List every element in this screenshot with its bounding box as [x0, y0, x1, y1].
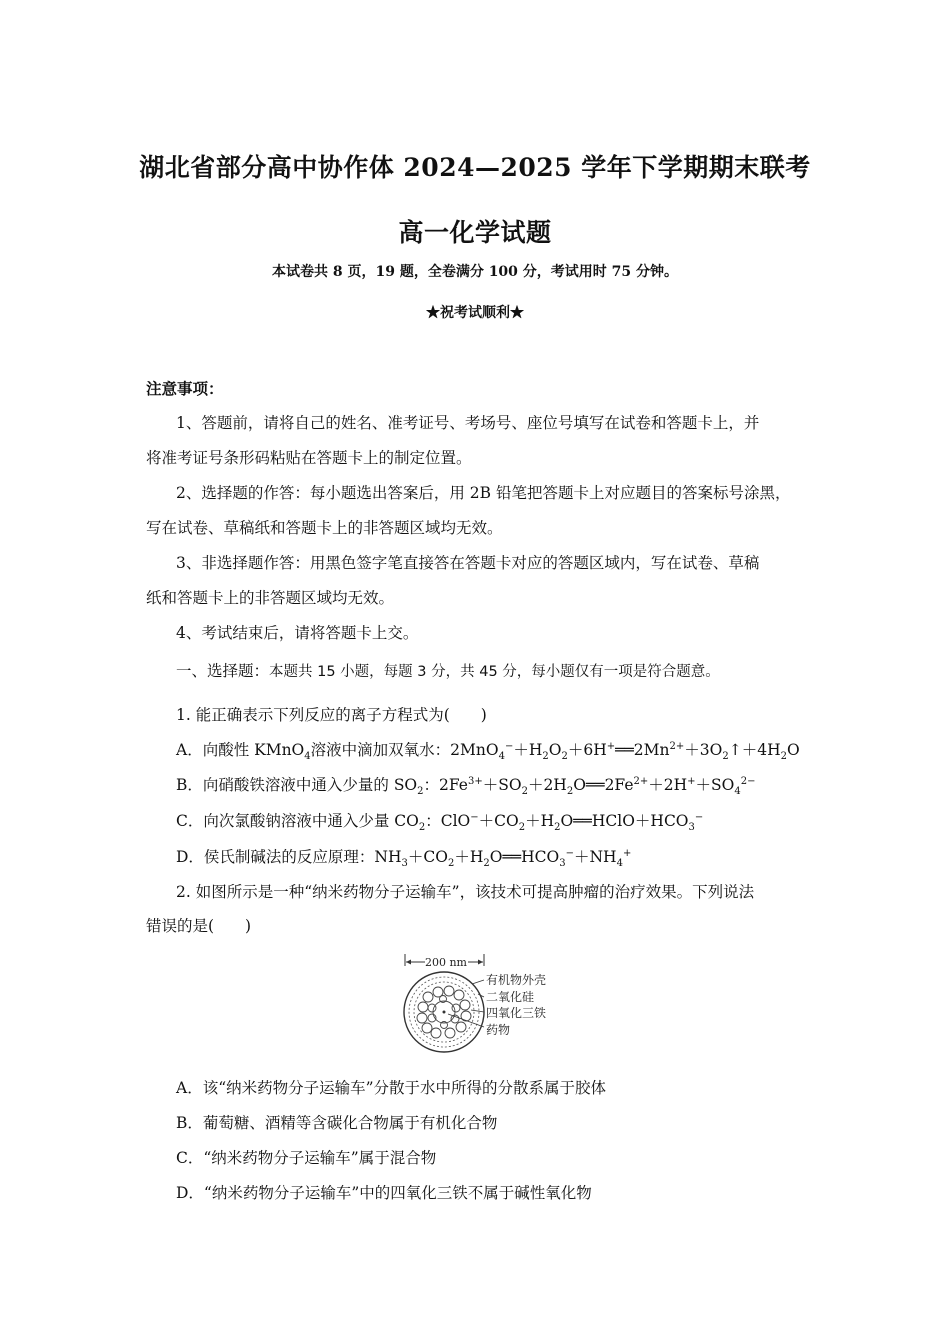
notice-item-4: 4、考试结束后，请将答题卡上交。	[176, 624, 419, 642]
scale-arrow-left-icon	[406, 960, 411, 965]
notice-heading: 注意事项：	[146, 379, 224, 398]
scale-label: 200 nm	[424, 956, 468, 969]
label-drug: 药物	[486, 1023, 511, 1037]
question-1-option-b: B．向硝酸铁溶液中通入少量的 $SO_2$：$2Fe^{3+}+SO_2+2H_2O══2Fe^{2+}+2H^++SO_4^{2-}$	[176, 775, 756, 798]
question-2-stem-line-2: 错误的是( )	[146, 917, 252, 935]
question-1-option-d: D．侯氏制碱法的反应原理：$NH_3+CO_2+H_2O══HCO_3^-+NH_4^+$	[176, 847, 632, 870]
notice-item-2-line-1: 2、选择题的作答：每小题选出答案后，用 2B 铅笔把答题卡上对应题目的答案标号涂黑，	[176, 484, 791, 502]
label-silica: 二氧化硅	[486, 990, 535, 1004]
question-2-option-c: C．“纳米药物分子运输车”属于混合物	[176, 1149, 437, 1167]
question-1-stem: 1. 能正确表示下列反应的离子方程式为( )	[176, 706, 487, 724]
notice-item-2-line-2: 写在试卷、草稿纸和答题卡上的非答题区域均无效。	[146, 519, 503, 537]
good-luck-line: ★祝考试顺利★	[426, 305, 524, 321]
exam-subtitle: 高一化学试题	[398, 218, 552, 247]
question-1-option-c: C．向次氯酸钠溶液中通入少量 $CO_2$：$ClO^-+CO_2+H_2O══HClO+HCO_3^-$	[176, 811, 704, 834]
section-1-prefix: 一、选择题：	[176, 662, 270, 680]
scale-arrow-right-icon	[478, 960, 483, 965]
exam-title: 湖北省部分高中协作体 2024—2025 学年下学期期末联考	[139, 153, 811, 182]
notice-item-1-line-2: 将准考证号条形码粘贴在答题卡上的制定位置。	[146, 449, 472, 467]
notice-item-1-line-1: 1、答题前，请将自己的姓名、准考证号、考场号、座位号填写在试卷和答题卡上，并	[176, 414, 760, 432]
section-1-text: 本题共 15 小题，每题 3 分，共 45 分，每小题仅有一项是符合题意。	[269, 664, 720, 680]
section-1-heading	[176, 659, 720, 681]
drug-core	[443, 1011, 446, 1014]
label-organic-shell: 有机物外壳	[486, 973, 547, 987]
nano-carrier-figure	[398, 950, 598, 1058]
label-fe3o4: 四氧化三铁	[486, 1006, 547, 1020]
question-2-option-a: A．该“纳米药物分子运输车”分散于水中所得的分散系属于胶体	[176, 1079, 607, 1097]
exam-info: 本试卷共 8 页，19 题，全卷满分 100 分，考试用时 75 分钟。	[271, 264, 679, 280]
question-2-stem-line-1: 2. 如图所示是一种“纳米药物分子运输车”，该技术可提高肿瘤的治疗效果。下列说法	[176, 883, 755, 901]
notice-item-3-line-2: 纸和答题卡上的非答题区域均无效。	[146, 589, 395, 607]
question-2-option-d: D．“纳米药物分子运输车”中的四氧化三铁不属于碱性氧化物	[176, 1184, 592, 1202]
leader-line-1	[472, 980, 484, 984]
notice-item-3-line-1: 3、非选择题作答：用黑色签字笔直接答在答题卡对应的答题区域内，写在试卷、草稿	[176, 554, 760, 572]
question-2-option-b: B．葡萄糖、酒精等含碳化合物属于有机化合物	[176, 1114, 498, 1132]
leader-line-3	[471, 1010, 484, 1012]
question-1-option-a: A．向酸性 KMnO$_4$溶液中滴加双氧水：$2MnO_4^-+H_2O_2+6H^+══2Mn^{2+}+3O_2↑+4H_2O$	[176, 740, 800, 763]
